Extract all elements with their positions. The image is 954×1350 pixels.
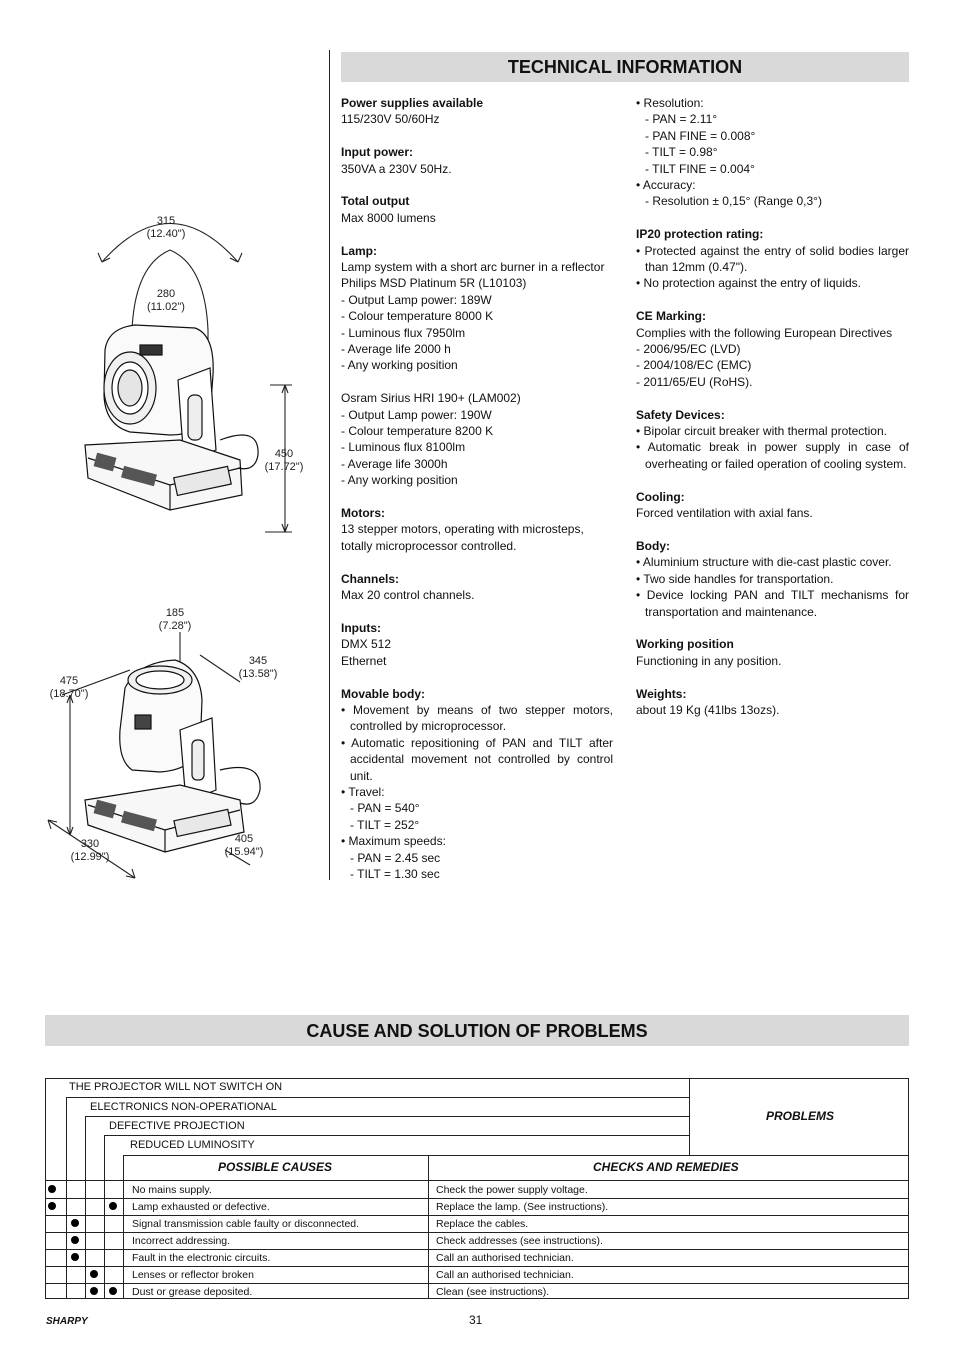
- spec-line: Osram Sirius HRI 190+ (LAM002): [341, 391, 521, 406]
- dim-inch: (11.02"): [147, 301, 185, 313]
- spacer: [341, 177, 613, 193]
- spec-line: 350VA a 230V 50Hz.: [341, 161, 452, 176]
- fixture-drawing-top: [60, 210, 320, 540]
- row-divider: [46, 1283, 909, 1284]
- spec-line: - Colour temperature 8000 K: [341, 309, 494, 324]
- spec-bullet: • Bipolar circuit breaker with thermal protection.: [636, 424, 887, 439]
- symptom-3: DEFECTIVE PROJECTION: [109, 1120, 245, 1132]
- technical-information-heading: [341, 52, 909, 82]
- possible-cause: Dust or grease deposited.: [132, 1286, 253, 1298]
- spacer: [341, 489, 613, 505]
- remedy: Check addresses (see instructions).: [436, 1235, 603, 1247]
- dim-value: 280: [156, 288, 176, 300]
- spec-line: • Maximum speeds:: [341, 834, 446, 849]
- dim-315: [146, 215, 186, 241]
- spacer: [636, 522, 909, 538]
- spec-subitem: - PAN = 2.11°: [645, 112, 718, 127]
- spec-heading: CE Marking:: [636, 309, 707, 324]
- spec-subitem: - PAN FINE = 0.008°: [645, 128, 756, 143]
- spec-line: 115/230V 50/60Hz: [341, 112, 440, 127]
- spec-heading: Channels:: [341, 571, 400, 586]
- remedy: Clean (see instructions).: [436, 1286, 550, 1298]
- spec-subitem: - Resolution ± 0,15° (Range 0,3°): [645, 194, 822, 209]
- remedy: Check the power supply voltage.: [436, 1184, 588, 1196]
- spec-line: • Accuracy:: [636, 178, 696, 193]
- dim-value: 405: [234, 833, 254, 845]
- spec-line: totally microprocessor controlled.: [341, 538, 517, 553]
- dim-value: 185: [165, 607, 185, 619]
- spec-line: - Output Lamp power: 189W: [341, 292, 492, 307]
- dim-330: [67, 838, 113, 864]
- symptom-2: ELECTRONICS NON-OPERATIONAL: [90, 1101, 277, 1113]
- dim-value: 330: [80, 838, 100, 850]
- spec-line: - Any working position: [341, 473, 458, 488]
- page-number: 31: [469, 1313, 483, 1327]
- dim-450: [261, 448, 307, 474]
- spec-bullet: • No protection against the entry of liquids.: [636, 276, 861, 291]
- spec-line: - 2006/95/EC (LVD): [636, 342, 741, 357]
- spec-subitem: - TILT = 252°: [350, 817, 420, 832]
- possible-cause: Lamp exhausted or defective.: [132, 1201, 270, 1213]
- spacer: [341, 604, 613, 620]
- spec-line: - Average life 3000h: [341, 456, 448, 471]
- spec-bullet: • Protected against the entry of solid bodies larger than 12mm (0.47").: [636, 243, 909, 275]
- dim-inch: (13.58"): [238, 668, 278, 680]
- symptom-mark: [71, 1253, 79, 1261]
- spacer: [341, 226, 613, 242]
- spec-line: Lamp system with a short arc burner in a reflector: [341, 260, 605, 275]
- spacer: [341, 669, 613, 685]
- spec-line: about 19 Kg (41lbs 13ozs).: [636, 702, 780, 717]
- spec-heading: Cooling:: [636, 489, 685, 504]
- spec-bullet: • Aluminium structure with die-cast plastic cover.: [636, 555, 892, 570]
- spec-line: • Travel:: [341, 784, 385, 799]
- spec-line: • Resolution:: [636, 96, 704, 110]
- dim-inch: (12.40"): [146, 228, 186, 240]
- remedy: Replace the cables.: [436, 1218, 529, 1230]
- remedy: Call an authorised technician.: [436, 1252, 574, 1264]
- symptom-mark: [48, 1202, 56, 1210]
- spec-line: Functioning in any position.: [636, 653, 782, 668]
- problems-table: [45, 1078, 909, 1299]
- spacer: [636, 669, 909, 685]
- spacer: [636, 210, 909, 226]
- dim-inch: (12.99"): [70, 851, 110, 863]
- problems-heading: [45, 1015, 909, 1046]
- dim-inch: (7.28"): [158, 620, 192, 632]
- spec-heading: Input power:: [341, 145, 413, 160]
- spec-line: - Luminous flux 7950lm: [341, 325, 466, 340]
- spec-line: Forced ventilation with axial fans.: [636, 506, 813, 521]
- spec-subitem: - TILT = 0.98°: [645, 145, 718, 160]
- spec-heading: Power supplies available: [341, 96, 484, 110]
- spec-subitem: - PAN = 540°: [350, 801, 420, 816]
- spec-line: - 2004/108/EC (EMC): [636, 358, 752, 373]
- spec-bullet: • Device locking PAN and TILT mechanisms for transportation and maintenance.: [636, 588, 909, 619]
- possible-cause: Lenses or reflector broken: [132, 1269, 254, 1281]
- spec-heading: Motors:: [341, 506, 385, 521]
- symptom-mark: [71, 1236, 79, 1244]
- spec-subitem: - TILT = 1.30 sec: [350, 866, 440, 881]
- spec-heading: Safety Devices:: [636, 407, 725, 422]
- spec-bullet: • Automatic break in power supply in case of overheating or failed operation of cooling system.: [636, 440, 909, 471]
- symptom-mark: [90, 1270, 98, 1278]
- spec-subitem: - TILT FINE = 0.004°: [645, 161, 755, 176]
- dim-value: 345: [248, 655, 268, 667]
- row-divider: [46, 1232, 909, 1233]
- heading-text: CAUSE AND SOLUTION OF PROBLEMS: [306, 1021, 648, 1041]
- spacer: [341, 128, 613, 144]
- dim-345: [235, 655, 281, 681]
- spacer: [636, 292, 909, 308]
- row-divider: [46, 1215, 909, 1216]
- spec-line: - 2011/65/EU (RoHS).: [636, 374, 753, 389]
- row-divider: [46, 1266, 909, 1267]
- possible-cause: No mains supply.: [132, 1184, 212, 1196]
- spacer: [636, 390, 909, 406]
- spec-line: - Average life 2000 h: [341, 342, 451, 357]
- remedies-header: CHECKS AND REMEDIES: [593, 1160, 739, 1174]
- symptom-mark: [109, 1287, 117, 1295]
- dim-value: 475: [59, 675, 79, 687]
- spec-heading: Weights:: [636, 686, 687, 701]
- remedy: Replace the lamp. (See instructions).: [436, 1201, 609, 1213]
- spec-heading: Movable body:: [341, 686, 426, 701]
- spacer: [636, 620, 909, 636]
- remedy: Call an authorised technician.: [436, 1269, 574, 1281]
- symptom-mark: [71, 1219, 79, 1227]
- spec-line: - Output Lamp power: 190W: [341, 407, 492, 422]
- spec-heading: Working position: [636, 637, 734, 652]
- spec-line: DMX 512: [341, 637, 392, 652]
- spacer: [341, 374, 613, 390]
- symptom-mark: [109, 1202, 117, 1210]
- spacer: [636, 472, 909, 488]
- spec-heading: Total output: [341, 194, 410, 209]
- possible-cause: Fault in the electronic circuits.: [132, 1252, 271, 1264]
- brand-logo: SHARPY: [46, 1316, 88, 1327]
- dim-inch: (18.70"): [49, 688, 89, 700]
- spec-line: Max 8000 lumens: [341, 210, 436, 225]
- spec-heading: Lamp:: [341, 243, 377, 258]
- spec-bullet: • Two side handles for transportation.: [636, 571, 834, 586]
- symptom-4: REDUCED LUMINOSITY: [130, 1139, 255, 1151]
- dim-value: 315: [156, 215, 176, 227]
- spec-heading: Body:: [636, 538, 670, 553]
- dim-475: [46, 675, 92, 701]
- specs-left-column: [341, 95, 613, 882]
- spec-line: - Any working position: [341, 358, 458, 373]
- problems-label: PROBLEMS: [766, 1109, 835, 1123]
- spec-line: Max 20 control channels.: [341, 588, 475, 603]
- symptom-mark: [48, 1185, 56, 1193]
- row-divider: [46, 1249, 909, 1250]
- spec-bullet: • Movement by means of two stepper motors, controlled by microprocessor.: [341, 702, 613, 734]
- symptom-mark: [90, 1287, 98, 1295]
- causes-header: POSSIBLE CAUSES: [218, 1160, 333, 1174]
- dim-405: [221, 833, 267, 859]
- dim-185: [152, 607, 198, 633]
- spec-heading: IP20 protection rating:: [636, 227, 764, 242]
- symptom-1: THE PROJECTOR WILL NOT SWITCH ON: [69, 1081, 283, 1093]
- possible-cause: Signal transmission cable faulty or disconnected.: [132, 1218, 360, 1230]
- spec-line: Complies with the following European Directives: [636, 325, 893, 340]
- heading-text: TECHNICAL INFORMATION: [507, 57, 743, 77]
- specs-right-column: [636, 95, 909, 718]
- dim-inch: (15.94"): [224, 846, 264, 858]
- spec-line: Philips MSD Platinum 5R (L10103): [341, 276, 527, 291]
- spec-line: 13 stepper motors, operating with microsteps,: [341, 522, 584, 537]
- dim-value: 450: [274, 448, 294, 460]
- spacer: [341, 554, 613, 570]
- spec-line: - Luminous flux 8100lm: [341, 440, 466, 455]
- spec-bullet: • Automatic repositioning of PAN and TILT after accidental movement not controlled by control unit.: [341, 735, 613, 783]
- column-divider: [329, 50, 330, 880]
- possible-cause: Incorrect addressing.: [132, 1235, 231, 1247]
- dim-280: [143, 288, 189, 314]
- spec-heading: Inputs:: [341, 620, 381, 635]
- spec-line: - Colour temperature 8200 K: [341, 424, 494, 439]
- dim-inch: (17.72"): [264, 461, 304, 473]
- spec-line: Ethernet: [341, 653, 387, 668]
- row-divider: [46, 1198, 909, 1199]
- spec-subitem: - PAN = 2.45 sec: [350, 850, 441, 865]
